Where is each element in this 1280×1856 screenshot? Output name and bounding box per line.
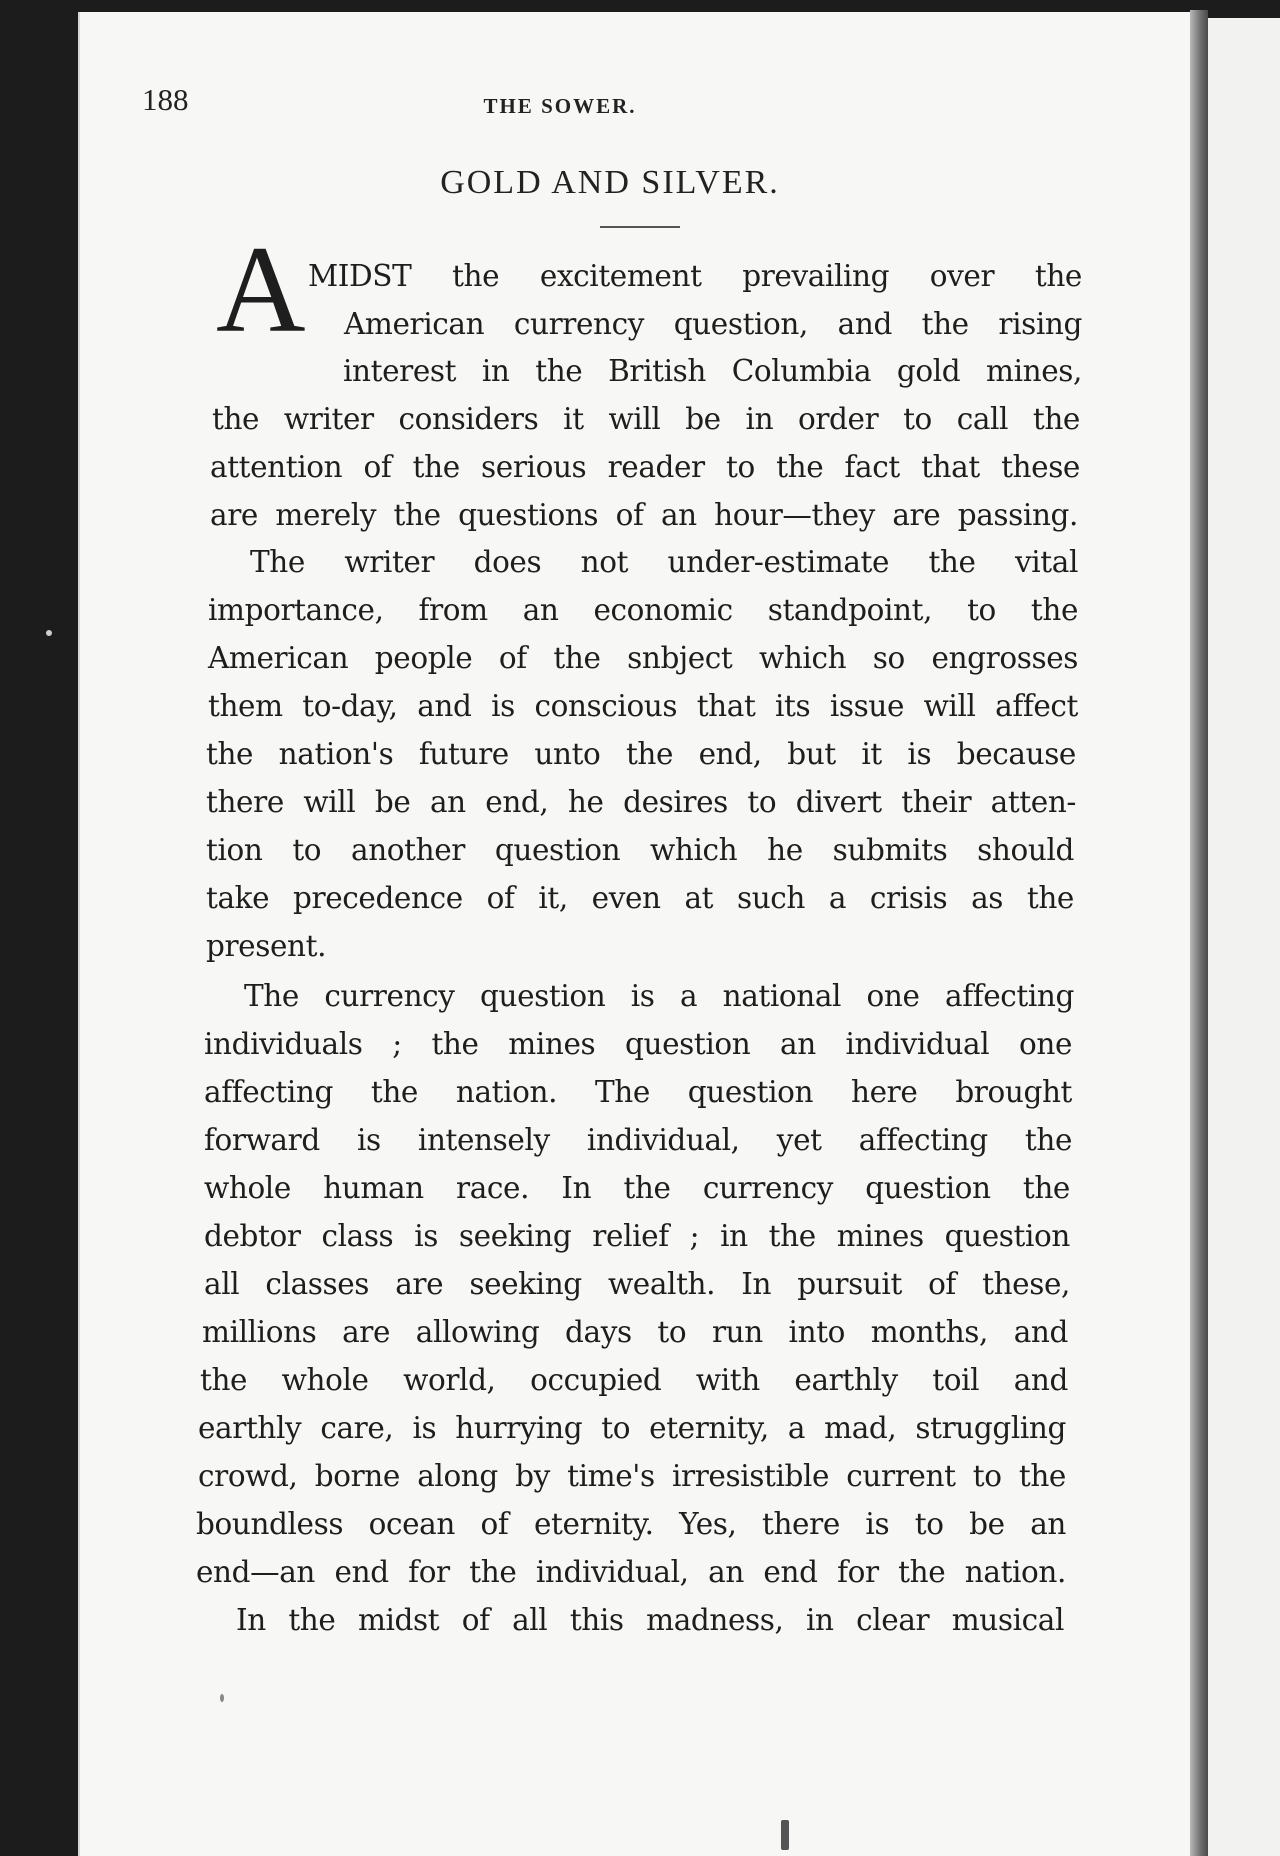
text-line: interest in the British Columbia gold mines, [343, 354, 1082, 388]
text-line: affecting the nation. The question here brought [204, 1075, 1072, 1109]
drop-cap: A [216, 221, 306, 358]
facing-page-edge [1208, 18, 1280, 1856]
text-line: The writer does not under-estimate the vital [250, 545, 1078, 579]
text-line: In the midst of all this madness, in clear musical [236, 1603, 1064, 1637]
text-line: crowd, borne along by time's irresistible current to the [198, 1459, 1066, 1493]
title-rule [600, 226, 680, 228]
text-line: the writer considers it will be in order to call the [212, 402, 1080, 436]
scan-speck [781, 1820, 789, 1850]
scan-speck [46, 630, 52, 636]
text-line: debtor class is seeking relief ; in the mines question [204, 1219, 1070, 1253]
text-line: The currency question is a national one affecting [244, 979, 1074, 1013]
article-title: GOLD AND SILVER. [440, 164, 780, 201]
text-line: tion to another question which he submits should [206, 833, 1074, 867]
text-line: boundless ocean of eternity. Yes, there is to be an [196, 1507, 1066, 1541]
text-line: millions are allowing days to run into months, and [202, 1315, 1068, 1349]
text-line: American currency question, and the rising [344, 307, 1082, 341]
text-line: present. [206, 929, 327, 963]
text-line: the whole world, occupied with earthly toil and [200, 1363, 1068, 1397]
text-line: earthly care, is hurrying to eternity, a mad, struggling [198, 1411, 1066, 1445]
text-line: take precedence of it, even at such a crisis as the [206, 881, 1074, 915]
text-line: importance, from an economic standpoint, to the [208, 593, 1078, 627]
text-line: them to-day, and is conscious that its issue will affect [208, 689, 1078, 723]
text-line: attention of the serious reader to the fact that these [210, 450, 1080, 484]
scan-speck [220, 1694, 224, 1702]
text-line: individuals ; the mines question an individual one [204, 1027, 1072, 1061]
text-line: forward is intensely individual, yet affecting the [204, 1123, 1072, 1157]
running-head: THE SOWER. [483, 94, 637, 118]
page-number: 188 [142, 82, 189, 117]
text-line: the nation's future unto the end, but it is because [206, 737, 1076, 771]
text-line: there will be an end, he desires to divert their atten- [206, 785, 1076, 819]
text-line: MIDST the excitement prevailing over the [308, 259, 1082, 293]
page-gutter-shadow [1190, 10, 1208, 1856]
text-line: all classes are seeking wealth. In pursuit of these, [204, 1267, 1070, 1301]
text-line: end—an end for the individual, an end for the nation. [196, 1555, 1066, 1589]
text-line: whole human race. In the currency question the [204, 1171, 1070, 1205]
text-line: are merely the questions of an hour—they are passing. [210, 498, 1078, 532]
text-line: American people of the snbject which so engrosses [208, 641, 1078, 675]
